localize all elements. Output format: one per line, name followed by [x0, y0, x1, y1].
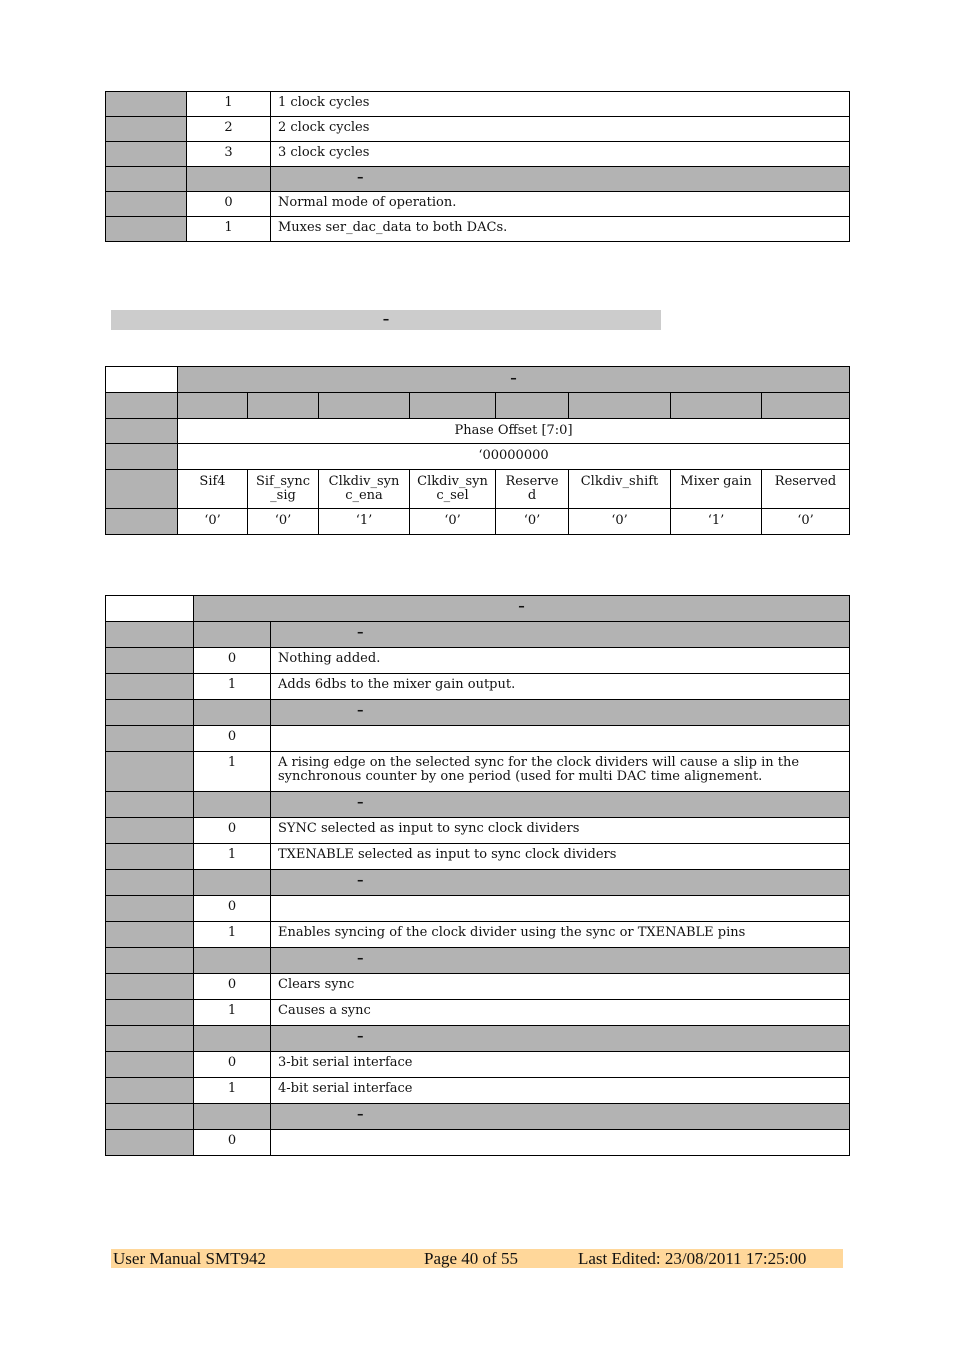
bit-number-cell	[410, 393, 496, 419]
field-value-row	[106, 192, 850, 217]
value-cell: 1	[187, 92, 271, 117]
field-value-row	[106, 117, 850, 142]
bit-label-cell	[106, 792, 194, 818]
value-cell: 1	[194, 1078, 271, 1104]
bit-number-cell	[496, 393, 569, 419]
bit-label-cell	[106, 1078, 194, 1104]
value-cell: 0	[194, 974, 271, 1000]
bit-label-cell	[106, 192, 187, 217]
bit-default-cell: ‘0’	[410, 509, 496, 535]
field-name-cell: –	[271, 870, 850, 896]
description-cell: Clears sync	[271, 974, 850, 1000]
value-cell: 0	[194, 726, 271, 752]
footer-page-number: Page 40 of 55	[424, 1249, 518, 1268]
field-value-row	[106, 1130, 850, 1156]
bit-label-cell	[106, 818, 194, 844]
bit-name-cell: Sif_sync _sig	[248, 470, 319, 509]
value-cell	[187, 167, 271, 192]
bit-label-cell	[106, 896, 194, 922]
bit-default-cell: ‘0’	[178, 509, 248, 535]
bit-label-cell	[106, 1104, 194, 1130]
bitmap-bit-number-row	[106, 393, 850, 419]
value-cell: 0	[194, 1052, 271, 1078]
bit-label-cell	[106, 752, 194, 792]
bit-label-cell	[106, 217, 187, 242]
field-header-row	[106, 1026, 850, 1052]
field-header-row	[106, 700, 850, 726]
description-header-row	[106, 596, 850, 622]
value-cell: 0	[194, 896, 271, 922]
field-name-cell: –	[271, 1104, 850, 1130]
field-value-row	[106, 726, 850, 752]
field-header-row	[106, 792, 850, 818]
bit-label-cell	[106, 1026, 194, 1052]
register-bitmap-table	[105, 366, 850, 535]
field-value-row	[106, 1000, 850, 1026]
footer-title: User Manual SMT942	[113, 1249, 266, 1268]
value-cell: 3	[187, 142, 271, 167]
field-name-cell: –	[271, 792, 850, 818]
bit-label-cell	[106, 167, 187, 192]
value-cell	[194, 870, 271, 896]
description-cell: Muxes ser_dac_data to both DACs.	[271, 217, 850, 242]
row-label-cell	[106, 419, 178, 444]
description-cell: 2 clock cycles	[271, 117, 850, 142]
field-value-row	[106, 674, 850, 700]
bit-name-cell: Mixer gain	[671, 470, 762, 509]
row-label-cell	[106, 444, 178, 470]
description-cell: Adds 6dbs to the mixer gain output.	[271, 674, 850, 700]
description-cell	[271, 1130, 850, 1156]
bit-label-cell	[106, 870, 194, 896]
bit-label-cell	[106, 726, 194, 752]
bit-label-cell	[106, 948, 194, 974]
bitmap-header-row	[106, 367, 850, 393]
field-value-row	[106, 648, 850, 674]
description-header-text: –	[518, 599, 525, 614]
field-name-cell: –	[271, 1026, 850, 1052]
value-cell: 1	[194, 674, 271, 700]
bit-number-cell	[319, 393, 410, 419]
bit-number-cell	[248, 393, 319, 419]
row-label-cell	[106, 470, 178, 509]
bit-label-cell	[106, 1000, 194, 1026]
field-value-row	[106, 752, 850, 792]
description-corner-cell	[106, 596, 194, 622]
description-cell	[271, 896, 850, 922]
bit-default-cell: ‘0’	[248, 509, 319, 535]
field-value-row	[106, 1078, 850, 1104]
bit-label-cell	[106, 393, 178, 419]
description-cell: 4-bit serial interface	[271, 1078, 850, 1104]
description-cell: Normal mode of operation.	[271, 192, 850, 217]
bit-label-cell	[106, 674, 194, 700]
phase-offset-row	[106, 419, 850, 444]
page-footer	[111, 1249, 843, 1268]
phase-offset-cell: Phase Offset [7:0]	[178, 419, 850, 444]
section-heading-text: –	[382, 312, 390, 327]
field-header-row	[106, 870, 850, 896]
bit-label-cell	[106, 622, 194, 648]
bit-default-cell: ‘0’	[569, 509, 671, 535]
field-header-row	[106, 948, 850, 974]
field-header-row	[106, 622, 850, 648]
bit-name-cell: Reserve d	[496, 470, 569, 509]
bit-label-cell	[106, 648, 194, 674]
description-cell: Nothing added.	[271, 648, 850, 674]
bit-label-cell	[106, 117, 187, 142]
bit-label-cell	[106, 142, 187, 167]
description-cell	[271, 726, 850, 752]
value-cell: 0	[194, 818, 271, 844]
table1-body	[106, 92, 850, 242]
bit-number-cell	[178, 393, 248, 419]
description-header-cell	[194, 596, 850, 622]
description-cell: 3-bit serial interface	[271, 1052, 850, 1078]
bit-name-cell: Reserved	[762, 470, 850, 509]
value-cell	[194, 1026, 271, 1052]
bit-number-cell	[762, 393, 850, 419]
register-description-table	[105, 595, 850, 1156]
value-cell	[194, 1104, 271, 1130]
field-header-row	[106, 1104, 850, 1130]
description-cell: Enables syncing of the clock divider using the sync or TXENABLE pins	[271, 922, 850, 948]
value-cell	[194, 792, 271, 818]
value-cell: 0	[187, 192, 271, 217]
bit-name-cell: Clkdiv_syn c_ena	[319, 470, 410, 509]
description-cell: 1 clock cycles	[271, 92, 850, 117]
value-cell: 1	[194, 922, 271, 948]
field-name-cell: –	[271, 948, 850, 974]
value-cell: 0	[194, 648, 271, 674]
description-cell: SYNC selected as input to sync clock dividers	[271, 818, 850, 844]
field-value-row	[106, 142, 850, 167]
register-values-table-top	[105, 91, 850, 242]
bit-default-cell: ‘1’	[671, 509, 762, 535]
bit-label-cell	[106, 92, 187, 117]
value-cell	[194, 622, 271, 648]
bit-name-cell: Clkdiv_shift	[569, 470, 671, 509]
row-label-cell	[106, 509, 178, 535]
bit-default-cell: ‘0’	[496, 509, 569, 535]
field-value-row	[106, 896, 850, 922]
field-value-row	[106, 1052, 850, 1078]
table3-body	[106, 596, 850, 1156]
bit-number-cell	[671, 393, 762, 419]
description-cell: 3 clock cycles	[271, 142, 850, 167]
bit-defaults-row	[106, 509, 850, 535]
value-cell: 1	[194, 1000, 271, 1026]
value-cell	[194, 948, 271, 974]
bit-name-cell: Sif4	[178, 470, 248, 509]
bitmap-header-text: –	[510, 371, 517, 386]
bit-names-row	[106, 470, 850, 509]
field-value-row	[106, 92, 850, 117]
bit-name-cell: Clkdiv_syn c_sel	[410, 470, 496, 509]
field-value-row	[106, 974, 850, 1000]
field-value-row	[106, 844, 850, 870]
bitmap-corner-cell	[106, 367, 178, 393]
bit-label-cell	[106, 700, 194, 726]
bit-label-cell	[106, 1130, 194, 1156]
value-cell: 1	[187, 217, 271, 242]
value-cell: 1	[194, 844, 271, 870]
phase-default-row	[106, 444, 850, 470]
footer-last-edited: Last Edited: 23/08/2011 17:25:00	[578, 1249, 807, 1268]
bit-label-cell	[106, 922, 194, 948]
field-value-row	[106, 922, 850, 948]
field-name-cell: –	[271, 700, 850, 726]
field-header-row	[106, 167, 850, 192]
value-cell: 1	[194, 752, 271, 792]
field-value-row	[106, 818, 850, 844]
bit-number-cell	[569, 393, 671, 419]
phase-default-cell: ‘00000000	[178, 444, 850, 470]
bit-default-cell: ‘0’	[762, 509, 850, 535]
field-value-row	[106, 217, 850, 242]
value-cell	[194, 700, 271, 726]
bitmap-header-cell	[178, 367, 850, 393]
bit-label-cell	[106, 1052, 194, 1078]
bit-label-cell	[106, 844, 194, 870]
description-cell: TXENABLE selected as input to sync clock dividers	[271, 844, 850, 870]
section-heading-bar	[111, 310, 661, 330]
field-name-cell: –	[271, 622, 850, 648]
value-cell: 0	[194, 1130, 271, 1156]
bit-default-cell: ‘1’	[319, 509, 410, 535]
description-cell: Causes a sync	[271, 1000, 850, 1026]
field-name-cell: –	[271, 167, 850, 192]
value-cell: 2	[187, 117, 271, 142]
description-cell: A rising edge on the selected sync for the clock dividers will cause a slip in the synchronous counter by one period (used for multi DAC time alignement.	[271, 752, 850, 792]
bit-label-cell	[106, 974, 194, 1000]
